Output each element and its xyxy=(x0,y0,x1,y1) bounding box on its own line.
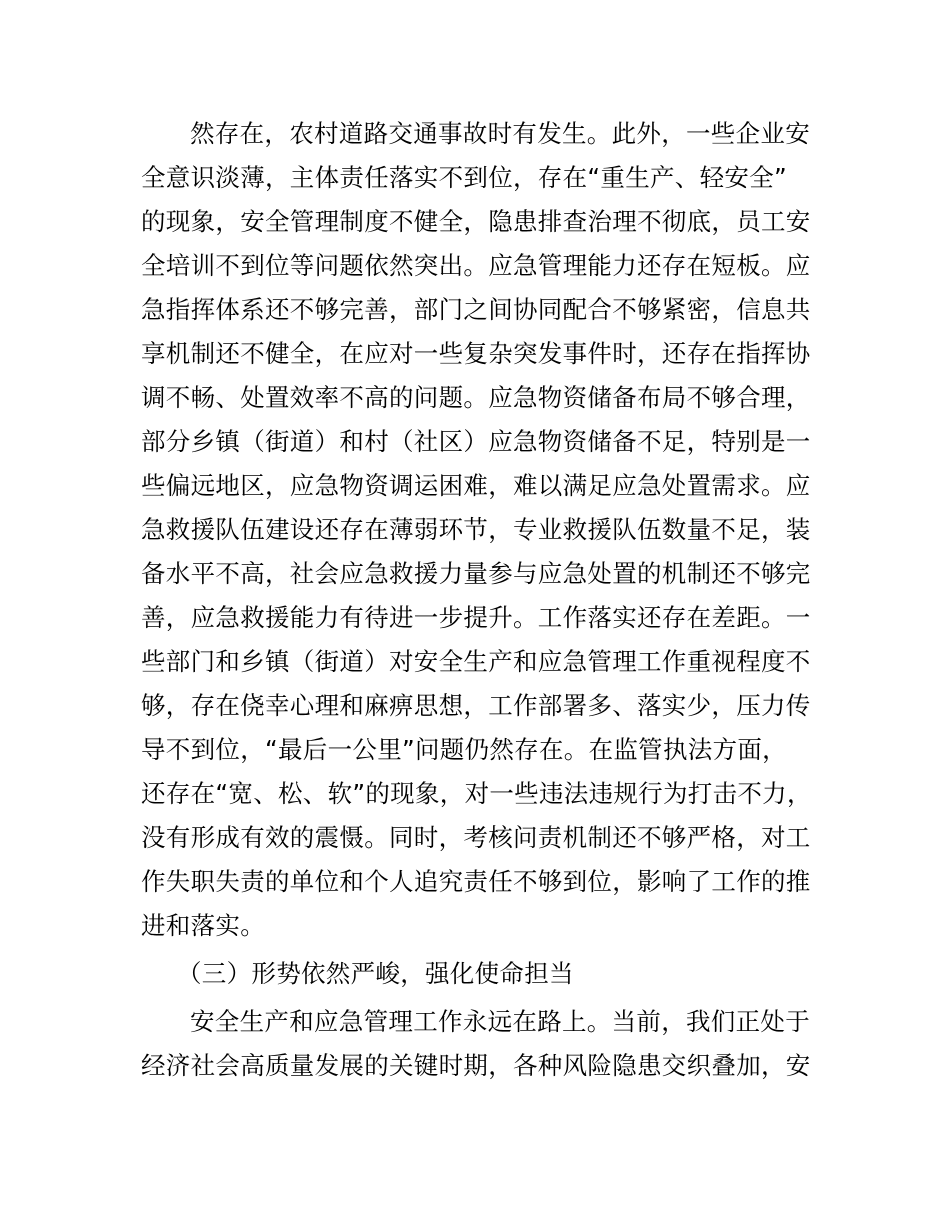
text-line: 享机制还不健全，在应对一些复杂突发事件时，还存在指挥协 xyxy=(141,339,811,368)
text-line: 还存在“宽、松、软”的现象，对一些违法违规行为打击不力， xyxy=(141,779,812,808)
text-line: 全意识淡薄，主体责任落实不到位，存在“重生产、轻安全” xyxy=(141,163,787,192)
text-line: 安全生产和应急管理工作永远在路上。当前，我们正处于 xyxy=(190,1007,810,1036)
text-line: 些部门和乡镇（街道）对安全生产和应急管理工作重视程度不 xyxy=(141,647,811,676)
text-line: 部分乡镇（街道）和村（社区）应急物资储备不足，特别是一 xyxy=(141,427,811,456)
text-line: 些偏远地区，应急物资调运困难，难以满足应急处置需求。应 xyxy=(141,471,811,500)
text-line: 备水平不高，社会应急救援力量参与应急处置的机制还不够完 xyxy=(141,559,811,588)
text-line: 急救援队伍建设还存在薄弱环节，专业救援队伍数量不足，装 xyxy=(141,515,811,544)
text-line: 经济社会高质量发展的关键时期，各种风险隐患交织叠加，安 xyxy=(141,1051,811,1080)
text-line: 的现象，安全管理制度不健全，隐患排查治理不彻底，员工安 xyxy=(141,207,811,236)
text-line: 够，存在侥幸心理和麻痹思想，工作部署多、落实少，压力传 xyxy=(141,691,811,720)
text-line: 全培训不到位等问题依然突出。应急管理能力还存在短板。应 xyxy=(141,251,811,280)
text-line: 调不畅、处置效率不高的问题。应急物资储备布局不够合理， xyxy=(141,383,811,412)
text-line: 急指挥体系还不够完善，部门之间协同配合不够紧密，信息共 xyxy=(141,295,811,324)
text-line: 然存在，农村道路交通事故时有发生。此外，一些企业安 xyxy=(190,119,810,148)
text-line: 作失职失责的单位和个人追究责任不够到位，影响了工作的推 xyxy=(141,867,811,896)
section-heading: （三）形势依然严峻，强化使命担当 xyxy=(177,959,574,988)
text-line: 进和落实。 xyxy=(141,911,265,940)
text-line: 善，应急救援能力有待进一步提升。工作落实还存在差距。一 xyxy=(141,603,811,632)
text-line: 导不到位，“最后一公里”问题仍然存在。在监管执法方面， xyxy=(141,735,787,764)
text-line: 没有形成有效的震慑。同时，考核问责机制还不够严格，对工 xyxy=(141,823,811,852)
